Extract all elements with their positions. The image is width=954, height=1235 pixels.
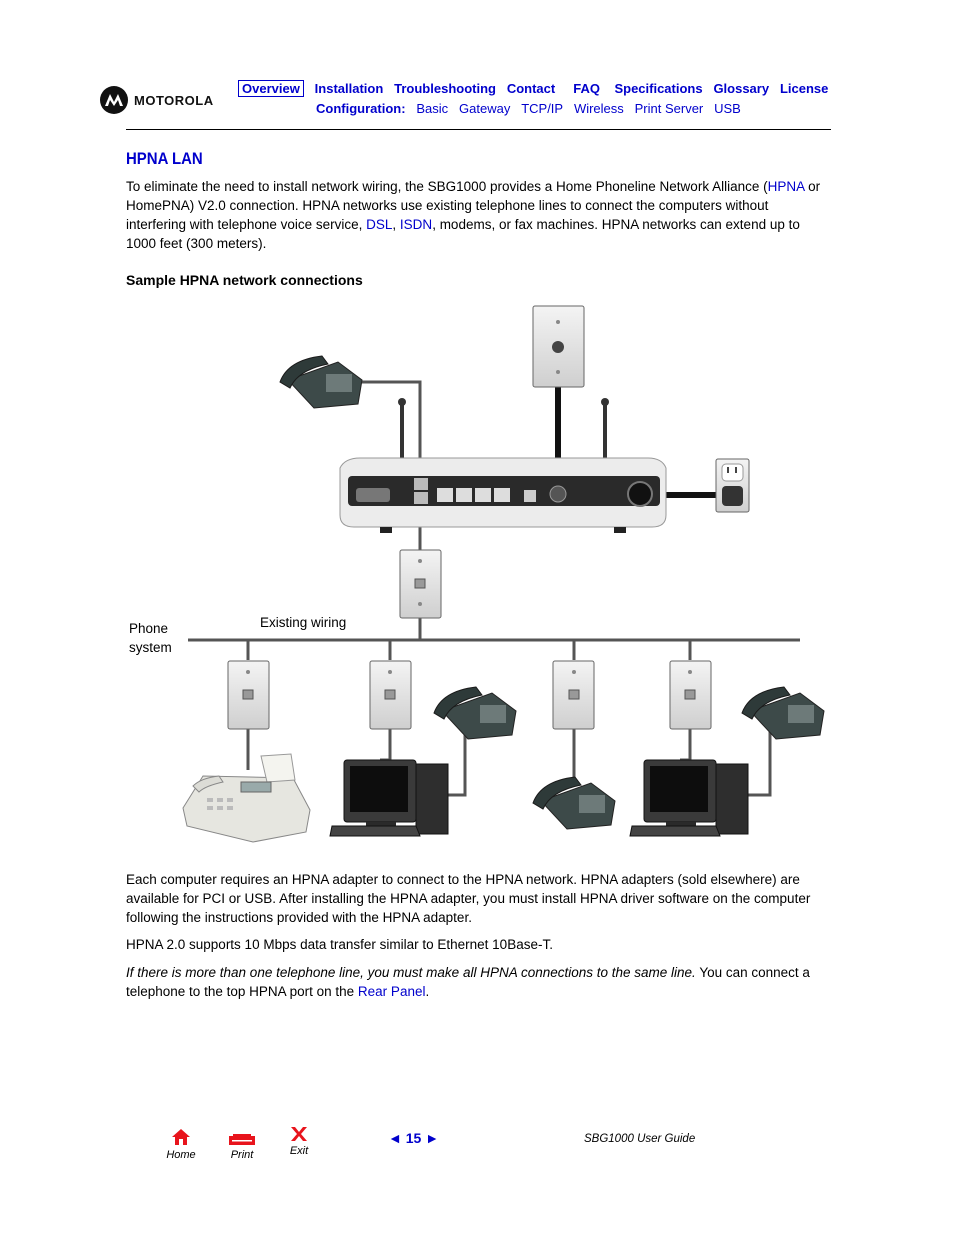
phone-system-label-line2: system bbox=[129, 640, 172, 655]
nav-license[interactable]: License bbox=[779, 81, 829, 96]
wall-jack-2 bbox=[370, 661, 411, 729]
page-title: HPNA LAN bbox=[126, 149, 203, 168]
hpna-wall-jack bbox=[400, 550, 441, 618]
computer-1 bbox=[330, 760, 448, 836]
pc1-phone-line bbox=[446, 730, 465, 795]
nav-tcpip[interactable]: TCP/IP bbox=[521, 101, 564, 116]
telephone-standalone bbox=[533, 777, 615, 829]
telephone-pc1 bbox=[434, 687, 516, 739]
motorola-batwing-icon bbox=[100, 86, 128, 114]
hpna-network-diagram bbox=[0, 295, 954, 855]
nav-specifications[interactable]: Specifications bbox=[614, 81, 703, 96]
telephone-pc2 bbox=[742, 687, 824, 739]
nav-installation[interactable]: Installation bbox=[314, 81, 384, 96]
nav-print-server[interactable]: Print Server bbox=[634, 101, 704, 116]
computer-2 bbox=[630, 760, 748, 836]
wall-jack-1 bbox=[228, 661, 269, 729]
previous-page-arrow-icon[interactable]: ◄ bbox=[388, 1130, 402, 1146]
home-button[interactable] bbox=[164, 1128, 198, 1161]
intro-text-2: or HomePNA) V2.0 connection. HPNA networks use existing telephone lines to connect the computers without interfering with telephone voice service, bbox=[126, 179, 821, 232]
intro-text-3: , bbox=[392, 217, 400, 232]
nav-wireless[interactable]: Wireless bbox=[573, 101, 624, 116]
home-icon bbox=[171, 1128, 191, 1146]
next-page-arrow-icon[interactable]: ► bbox=[425, 1130, 440, 1146]
same-line-text: You can connect a telephone to the top HPNA port on the bbox=[126, 965, 810, 999]
nav-usb[interactable]: USB bbox=[714, 101, 741, 116]
nav-overview[interactable]: Overview bbox=[238, 80, 304, 97]
same-line-period: . bbox=[425, 984, 430, 999]
nav-gateway[interactable]: Gateway bbox=[459, 101, 511, 116]
hpna-link[interactable]: HPNA bbox=[767, 179, 805, 194]
brand-name: MOTOROLA bbox=[134, 92, 214, 108]
speed-paragraph: HPNA 2.0 supports 10 Mbps data transfer similar to Ethernet 10Base-T. bbox=[126, 937, 553, 952]
nav-faq[interactable]: FAQ bbox=[573, 81, 600, 96]
coax-wall-plate bbox=[533, 306, 584, 387]
isdn-link[interactable]: ISDN bbox=[399, 217, 433, 232]
intro-text-4: , modems, or fax machines. HPNA networks can extend up to 1000 feet (300 meters). bbox=[126, 217, 800, 251]
phone-system-label-line1: Phone bbox=[129, 621, 169, 636]
exit-x-icon bbox=[290, 1126, 308, 1142]
page-navigation bbox=[388, 1130, 439, 1146]
subheading: Sample HPNA network connections bbox=[126, 272, 363, 288]
dsl-link[interactable]: DSL bbox=[366, 217, 393, 232]
adapter-paragraph: Each computer requires an HPNA adapter to connect to the HPNA network. HPNA adapters (sold elsewhere) are available for PCI or USB. After installing the HPNA adapter, you must install HPNA driver software on the computer following the instructions provided with the HPNA adapter. bbox=[126, 872, 811, 925]
top-nav bbox=[238, 81, 828, 96]
header-divider bbox=[126, 129, 831, 130]
nav-troubleshooting[interactable]: Troubleshooting bbox=[394, 81, 496, 96]
intro-text-1: To eliminate the need to install network wiring, the SBG1000 provides a Home Phoneline Network Alliance ( bbox=[126, 179, 768, 194]
telephone-top bbox=[280, 356, 362, 408]
rear-panel-link[interactable]: Rear Panel bbox=[357, 984, 426, 999]
pc2-phone-line bbox=[748, 730, 770, 795]
nav-glossary[interactable]: Glossary bbox=[713, 81, 770, 96]
power-outlet bbox=[716, 459, 749, 512]
home-label: Home bbox=[166, 1149, 196, 1161]
intro-paragraph bbox=[126, 177, 831, 253]
sbg1000-gateway bbox=[340, 398, 666, 533]
existing-wiring-label: Existing wiring bbox=[260, 615, 347, 630]
exit-label: Exit bbox=[289, 1145, 309, 1157]
guide-title: SBG1000 User Guide bbox=[584, 1133, 696, 1145]
same-line-paragraph bbox=[126, 963, 831, 1001]
print-label: Print bbox=[230, 1149, 254, 1161]
print-button[interactable] bbox=[226, 1134, 258, 1161]
motorola-logo bbox=[100, 86, 214, 114]
wall-jack-4 bbox=[670, 661, 711, 729]
printer-icon bbox=[228, 1134, 256, 1146]
phone-system-label bbox=[129, 619, 172, 657]
same-line-italic-text: If there is more than one telephone line, you must make all HPNA connections to the same line. bbox=[126, 965, 696, 980]
nav-contact[interactable]: Contact bbox=[506, 81, 556, 96]
page-number: 15 bbox=[405, 1130, 422, 1146]
nav-config-label: Configuration: bbox=[316, 101, 406, 116]
exit-button[interactable] bbox=[286, 1126, 312, 1157]
wall-jack-3 bbox=[553, 661, 594, 729]
nav-basic[interactable]: Basic bbox=[416, 101, 449, 116]
config-nav bbox=[316, 101, 741, 116]
